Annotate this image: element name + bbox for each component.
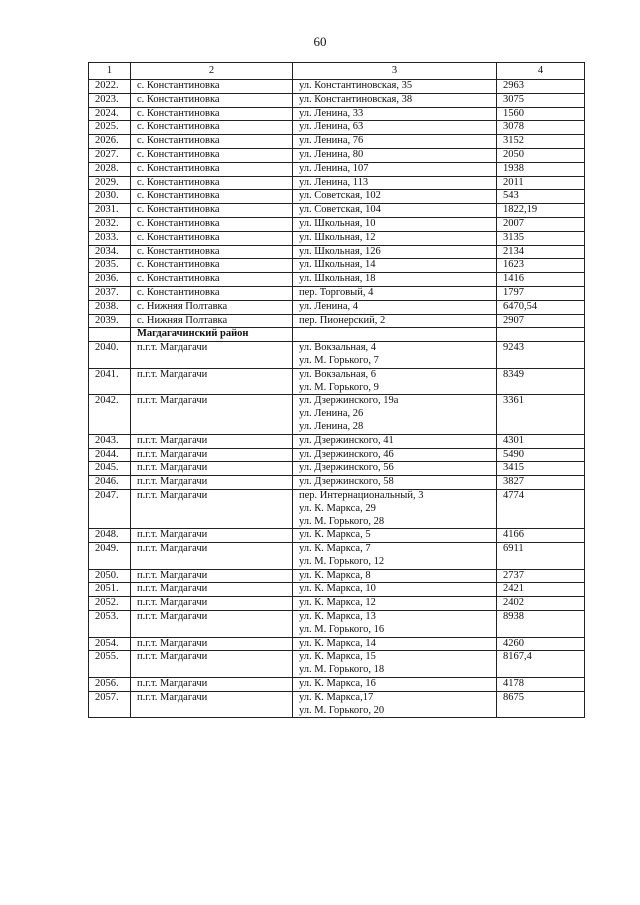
value-cell: 2907	[497, 314, 585, 328]
row-number-cell: 2046.	[89, 476, 131, 490]
value-cell: 8675	[497, 691, 585, 718]
address-line: ул. Константиновская, 35	[299, 80, 413, 91]
value-cell: 4301	[497, 434, 585, 448]
table-row	[89, 583, 585, 597]
value-cell: 1938	[497, 162, 585, 176]
value-cell: 4774	[497, 489, 585, 528]
place-cell: с. Нижняя Полтавка	[131, 314, 293, 328]
table-row	[89, 569, 585, 583]
address-cell	[293, 300, 497, 314]
address-line: ул. М. Горького, 7	[299, 354, 379, 366]
place-cell: п.г.т. Магдагачи	[131, 368, 293, 395]
value-cell: 4166	[497, 529, 585, 543]
address-cell	[293, 273, 497, 287]
table-row	[89, 543, 585, 570]
table-row	[89, 204, 585, 218]
place-cell: п.г.т. Магдагачи	[131, 678, 293, 692]
table-row	[89, 80, 585, 94]
table-row	[89, 368, 585, 395]
address-line: ул. Ленина, 28	[299, 420, 364, 432]
column-header: 1	[89, 63, 131, 80]
row-number-cell: 2034.	[89, 245, 131, 259]
row-number-cell: 2044.	[89, 448, 131, 462]
address-line: ул. К. Маркса, 10	[299, 583, 376, 595]
place-cell: с. Константиновка	[131, 176, 293, 190]
value-cell: 2402	[497, 597, 585, 611]
address-line: ул. Дзержинского, 19а	[299, 395, 399, 407]
address-line: ул. Ленина, 76	[299, 135, 364, 147]
place-cell: п.г.т. Магдагачи	[131, 489, 293, 528]
address-cell	[293, 611, 497, 638]
value-cell: 2421	[497, 583, 585, 597]
address-line: ул. К. Маркса,17	[299, 691, 374, 703]
address-cell	[293, 217, 497, 231]
address-table	[88, 62, 585, 718]
value-cell: 3361	[497, 395, 585, 434]
address-cell	[293, 259, 497, 273]
place-cell: п.г.т. Магдагачи	[131, 529, 293, 543]
table-row	[89, 176, 585, 190]
address-cell	[293, 93, 497, 107]
row-number-cell: 2023.	[89, 93, 131, 107]
table-header-row	[89, 63, 585, 80]
address-line: ул. Дзержинского, 41	[299, 434, 394, 446]
address-line: ул. Ленина, 113	[299, 176, 369, 188]
table-row	[89, 300, 585, 314]
address-cell	[293, 342, 497, 369]
address-cell	[293, 245, 497, 259]
table-row	[89, 462, 585, 476]
row-number-cell: 2027.	[89, 148, 131, 162]
section-title: Магдагачинский район	[131, 328, 293, 342]
row-number-cell: 2051.	[89, 583, 131, 597]
value-cell: 6470,54	[497, 300, 585, 314]
row-number-cell: 2037.	[89, 286, 131, 300]
value-cell: 8938	[497, 611, 585, 638]
row-number-cell: 2050.	[89, 569, 131, 583]
place-cell: с. Константиновка	[131, 148, 293, 162]
table-row	[89, 395, 585, 434]
address-cell	[293, 80, 497, 94]
place-cell: с. Константиновка	[131, 80, 293, 94]
place-cell: с. Константиновка	[131, 93, 293, 107]
place-cell: с. Константиновка	[131, 121, 293, 135]
value-cell: 4260	[497, 637, 585, 651]
address-line: ул. М. Горького, 28	[299, 515, 385, 527]
table-row	[89, 529, 585, 543]
row-number-cell: 2038.	[89, 300, 131, 314]
place-cell: п.г.т. Магдагачи	[131, 434, 293, 448]
address-cell	[293, 691, 497, 718]
address-cell	[293, 543, 497, 570]
address-cell	[293, 462, 497, 476]
table-row	[89, 107, 585, 121]
row-number-cell: 2048.	[89, 529, 131, 543]
address-line: ул. К. Маркса, 14	[299, 637, 376, 649]
row-number-cell: 2028.	[89, 162, 131, 176]
place-cell: п.г.т. Магдагачи	[131, 395, 293, 434]
address-cell	[293, 190, 497, 204]
address-line: ул. К. Маркса, 13	[299, 611, 376, 623]
place-cell: п.г.т. Магдагачи	[131, 462, 293, 476]
value-cell: 3075	[497, 93, 585, 107]
section-row	[89, 328, 585, 342]
place-cell: п.г.т. Магдагачи	[131, 569, 293, 583]
address-cell	[293, 204, 497, 218]
address-line: ул. Константиновская, 38	[299, 93, 413, 105]
value-cell: 2011	[497, 176, 585, 190]
place-cell: п.г.т. Магдагачи	[131, 611, 293, 638]
address-cell	[293, 107, 497, 121]
table-row	[89, 434, 585, 448]
table-row	[89, 342, 585, 369]
address-cell	[293, 231, 497, 245]
row-number-cell: 2054.	[89, 637, 131, 651]
place-cell: п.г.т. Магдагачи	[131, 597, 293, 611]
place-cell: с. Константиновка	[131, 245, 293, 259]
value-cell: 543	[497, 190, 585, 204]
value-cell: 3135	[497, 231, 585, 245]
row-number-cell: 2033.	[89, 231, 131, 245]
table-row	[89, 93, 585, 107]
address-cell	[293, 637, 497, 651]
address-line: ул. Ленина, 26	[299, 408, 364, 420]
value-cell: 1560	[497, 107, 585, 121]
place-cell: п.г.т. Магдагачи	[131, 543, 293, 570]
address-cell	[293, 448, 497, 462]
address-line: пер. Пионерский, 2	[299, 314, 386, 326]
table-row	[89, 259, 585, 273]
address-cell	[293, 597, 497, 611]
address-line: ул. Ленина, 107	[299, 162, 369, 174]
value-cell: 3415	[497, 462, 585, 476]
value-cell: 2963	[497, 80, 585, 94]
table-row	[89, 190, 585, 204]
place-cell: п.г.т. Магдагачи	[131, 637, 293, 651]
address-line: ул. Советская, 104	[299, 204, 381, 216]
row-number-cell: 2022.	[89, 80, 131, 94]
address-line: ул. М. Горького, 20	[299, 704, 385, 716]
table-row	[89, 286, 585, 300]
row-number-cell: 2031.	[89, 204, 131, 218]
row-number-cell	[89, 328, 131, 342]
table-row	[89, 611, 585, 638]
place-cell: с. Константиновка	[131, 190, 293, 204]
row-number-cell: 2055.	[89, 651, 131, 678]
page-number: 60	[313, 34, 327, 49]
address-line: ул. К. Маркса, 15	[299, 651, 376, 663]
address-line: ул. Школьная, 14	[299, 259, 376, 271]
table-row	[89, 678, 585, 692]
address-line: ул. М. Горького, 12	[299, 555, 385, 567]
place-cell: с. Константиновка	[131, 231, 293, 245]
table-row	[89, 637, 585, 651]
value-cell: 8167,4	[497, 651, 585, 678]
address-line: ул. К. Маркса, 5	[299, 529, 371, 541]
row-number-cell: 2040.	[89, 342, 131, 369]
address-cell	[293, 489, 497, 528]
address-line: ул. К. Маркса, 8	[299, 569, 371, 581]
address-cell	[293, 583, 497, 597]
address-line: ул. Вокзальная, 6	[299, 368, 377, 380]
table-row	[89, 273, 585, 287]
row-number-cell: 2049.	[89, 543, 131, 570]
row-number-cell: 2042.	[89, 395, 131, 434]
address-line: ул. Ленина, 80	[299, 148, 364, 160]
value-cell: 6911	[497, 543, 585, 570]
table-row	[89, 597, 585, 611]
address-cell	[293, 476, 497, 490]
place-cell: с. Константиновка	[131, 217, 293, 231]
row-number-cell: 2036.	[89, 273, 131, 287]
row-number-cell: 2029.	[89, 176, 131, 190]
address-line: ул. М. Горького, 9	[299, 381, 379, 393]
row-number-cell: 2032.	[89, 217, 131, 231]
address-cell	[293, 286, 497, 300]
address-line: пер. Торговый, 4	[299, 286, 374, 298]
address-cell	[293, 148, 497, 162]
table-row	[89, 691, 585, 718]
address-line: ул. Школьная, 10	[299, 217, 376, 229]
row-number-cell: 2026.	[89, 135, 131, 149]
column-header: 2	[131, 63, 293, 80]
value-cell	[497, 328, 585, 342]
table-row	[89, 231, 585, 245]
row-number-cell: 2057.	[89, 691, 131, 718]
table-row	[89, 489, 585, 528]
value-cell: 5490	[497, 448, 585, 462]
table-row	[89, 217, 585, 231]
value-cell: 8349	[497, 368, 585, 395]
address-line: пер. Интернациональный, 3	[299, 489, 424, 501]
address-cell	[293, 135, 497, 149]
address-line: ул. Школьная, 126	[299, 245, 381, 257]
place-cell: с. Константиновка	[131, 273, 293, 287]
address-cell	[293, 328, 497, 342]
address-cell	[293, 651, 497, 678]
address-cell	[293, 395, 497, 434]
value-cell: 1822,19	[497, 204, 585, 218]
place-cell: с. Константиновка	[131, 162, 293, 176]
place-cell: с. Константиновка	[131, 204, 293, 218]
place-cell: с. Константиновка	[131, 135, 293, 149]
address-cell	[293, 678, 497, 692]
address-line: ул. Школьная, 12	[299, 231, 376, 243]
address-line: ул. М. Горького, 18	[299, 664, 385, 676]
value-cell: 1623	[497, 259, 585, 273]
address-line: ул. Ленина, 4	[299, 300, 359, 312]
value-cell: 4178	[497, 678, 585, 692]
address-cell	[293, 368, 497, 395]
place-cell: с. Константиновка	[131, 286, 293, 300]
address-cell	[293, 121, 497, 135]
table-row	[89, 121, 585, 135]
column-header: 4	[497, 63, 585, 80]
address-cell	[293, 434, 497, 448]
row-number-cell: 2043.	[89, 434, 131, 448]
table-row	[89, 448, 585, 462]
row-number-cell: 2047.	[89, 489, 131, 528]
value-cell: 1797	[497, 286, 585, 300]
table-row	[89, 135, 585, 149]
row-number-cell: 2052.	[89, 597, 131, 611]
place-cell: п.г.т. Магдагачи	[131, 448, 293, 462]
address-line: ул. Вокзальная, 4	[299, 342, 377, 354]
place-cell: п.г.т. Магдагачи	[131, 691, 293, 718]
value-cell: 2050	[497, 148, 585, 162]
address-line: ул. К. Маркса, 7	[299, 543, 371, 555]
row-number-cell: 2035.	[89, 259, 131, 273]
row-number-cell: 2041.	[89, 368, 131, 395]
address-line: ул. К. Маркса, 12	[299, 597, 376, 609]
address-cell	[293, 314, 497, 328]
row-number-cell: 2039.	[89, 314, 131, 328]
row-number-cell: 2024.	[89, 107, 131, 121]
value-cell: 3827	[497, 476, 585, 490]
row-number-cell: 2056.	[89, 678, 131, 692]
table-row	[89, 476, 585, 490]
place-cell: п.г.т. Магдагачи	[131, 583, 293, 597]
place-cell: с. Константиновка	[131, 259, 293, 273]
value-cell: 1416	[497, 273, 585, 287]
place-cell: п.г.т. Магдагачи	[131, 651, 293, 678]
value-cell: 3078	[497, 121, 585, 135]
value-cell: 3152	[497, 135, 585, 149]
value-cell: 2737	[497, 569, 585, 583]
row-number-cell: 2025.	[89, 121, 131, 135]
address-line: ул. Дзержинского, 56	[299, 462, 394, 474]
column-header: 3	[293, 63, 497, 80]
address-line: ул. Ленина, 63	[299, 121, 364, 133]
address-cell	[293, 529, 497, 543]
address-line: ул. К. Маркса, 29	[299, 502, 376, 514]
table-row	[89, 162, 585, 176]
row-number-cell: 2053.	[89, 611, 131, 638]
place-cell: с. Нижняя Полтавка	[131, 300, 293, 314]
address-line: ул. Дзержинского, 58	[299, 476, 394, 488]
value-cell: 9243	[497, 342, 585, 369]
address-line: ул. Советская, 102	[299, 190, 381, 202]
address-line: ул. Школьная, 18	[299, 273, 376, 285]
table-row	[89, 651, 585, 678]
row-number-cell: 2030.	[89, 190, 131, 204]
table-row	[89, 148, 585, 162]
row-number-cell: 2045.	[89, 462, 131, 476]
address-cell	[293, 569, 497, 583]
place-cell: п.г.т. Магдагачи	[131, 476, 293, 490]
address-line: ул. Дзержинского, 46	[299, 448, 394, 460]
address-cell	[293, 162, 497, 176]
place-cell: с. Константиновка	[131, 107, 293, 121]
value-cell: 2007	[497, 217, 585, 231]
address-line: ул. К. Маркса, 16	[299, 678, 376, 690]
table-row	[89, 314, 585, 328]
table-row	[89, 245, 585, 259]
place-cell: п.г.т. Магдагачи	[131, 342, 293, 369]
address-cell	[293, 176, 497, 190]
address-line: ул. Ленина, 33	[299, 107, 364, 119]
value-cell: 2134	[497, 245, 585, 259]
address-line: ул. М. Горького, 16	[299, 623, 385, 635]
